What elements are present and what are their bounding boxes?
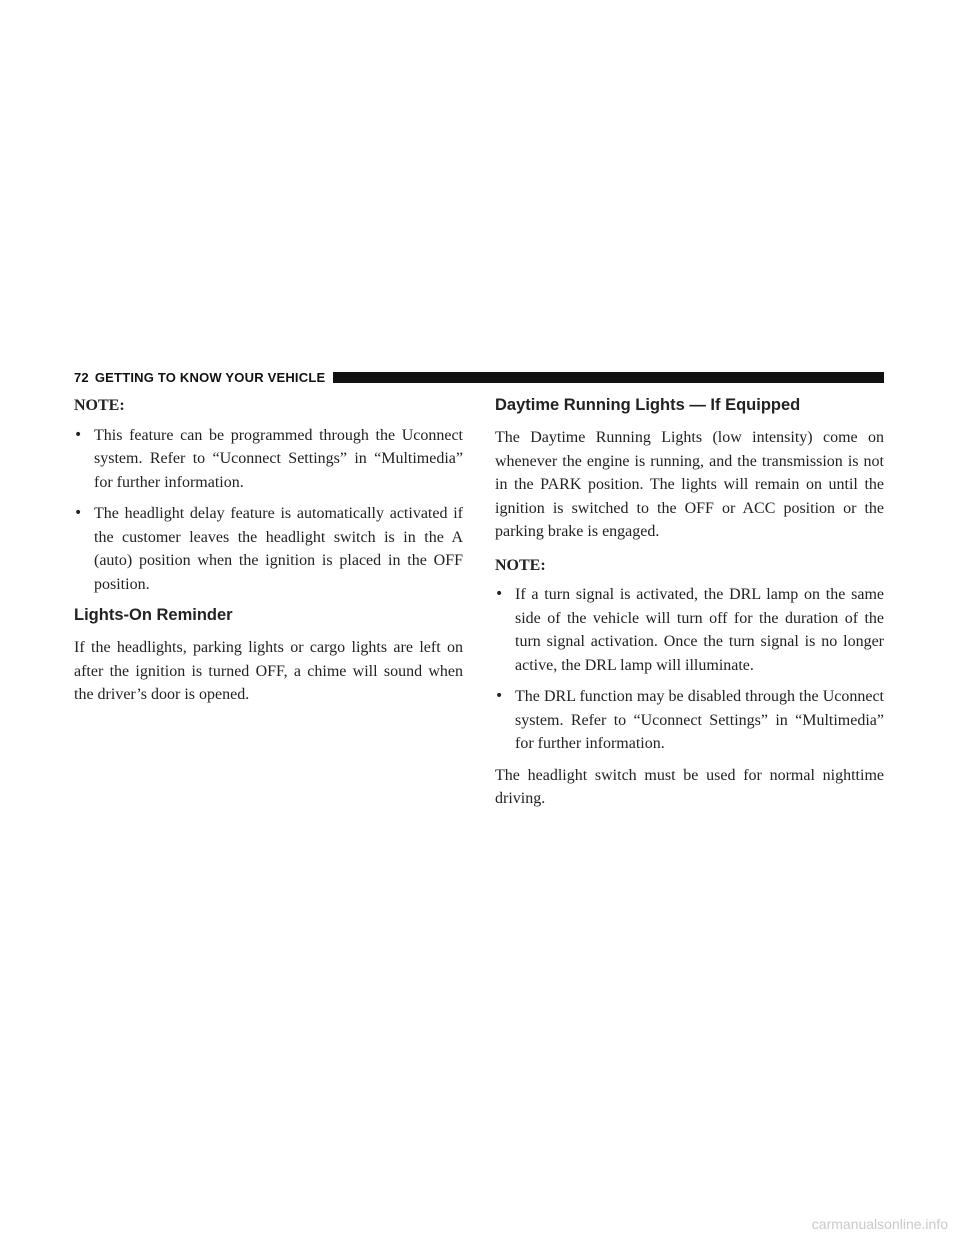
note-label: NOTE: (74, 397, 125, 414)
page-header (74, 368, 884, 386)
right-column (495, 394, 884, 821)
bullet-icon: • (74, 426, 83, 443)
section-heading-lights-on-reminder: Lights-On Reminder (74, 606, 233, 624)
bullet-icon: • (495, 688, 504, 704)
list-item (74, 424, 463, 495)
list-item (495, 583, 884, 677)
body-paragraph: If the headlights, parking lights or cargo lights are left on after the ignition is turned OFF, a chime will sound when the driver’s door is opened. (74, 639, 463, 703)
section-title: GETTING TO KNOW YOUR VEHICLE (94, 369, 326, 385)
bullet-text: The DRL function may be disabled through the Uconnect system. Refer to “Uconnect Settings” in “Multimedia” for further information. (515, 688, 884, 752)
body-paragraph: The Daytime Running Lights (low intensity) come on whenever the engine is running, and the transmission is not in the PARK position. The lights will remain on until the ignition is switched to the OFF or ACC position or the parking brake is engaged. (495, 429, 884, 540)
bullet-text: This feature can be programmed through the Uconnect system. Refer to “Uconnect Settings” in “Multimedia” for further information. (94, 426, 463, 491)
bullet-icon: • (74, 505, 83, 521)
page-number: 72 (74, 369, 89, 385)
closing-paragraph: The headlight switch must be used for normal nighttime driving. (495, 766, 884, 807)
note-label: NOTE: (495, 556, 546, 574)
bullet-icon: • (495, 586, 504, 602)
section-heading-daytime-running-lights: Daytime Running Lights — If Equipped (495, 396, 801, 414)
list-item (74, 502, 463, 596)
watermark: carmanualsonline.info (811, 1216, 948, 1232)
header-rule (333, 372, 884, 383)
left-column (74, 394, 463, 717)
list-item (495, 685, 884, 756)
bullet-text: If a turn signal is activated, the DRL lamp on the same side of the vehicle will turn off for the duration of the turn signal activation. Once the turn signal is no longer active, the DRL lamp will illuminate. (515, 586, 884, 674)
bullet-text: The headlight delay feature is automatically activated if the customer leaves the headlight switch is in the A (auto) position when the ignition is placed in the OFF position. (94, 505, 463, 593)
